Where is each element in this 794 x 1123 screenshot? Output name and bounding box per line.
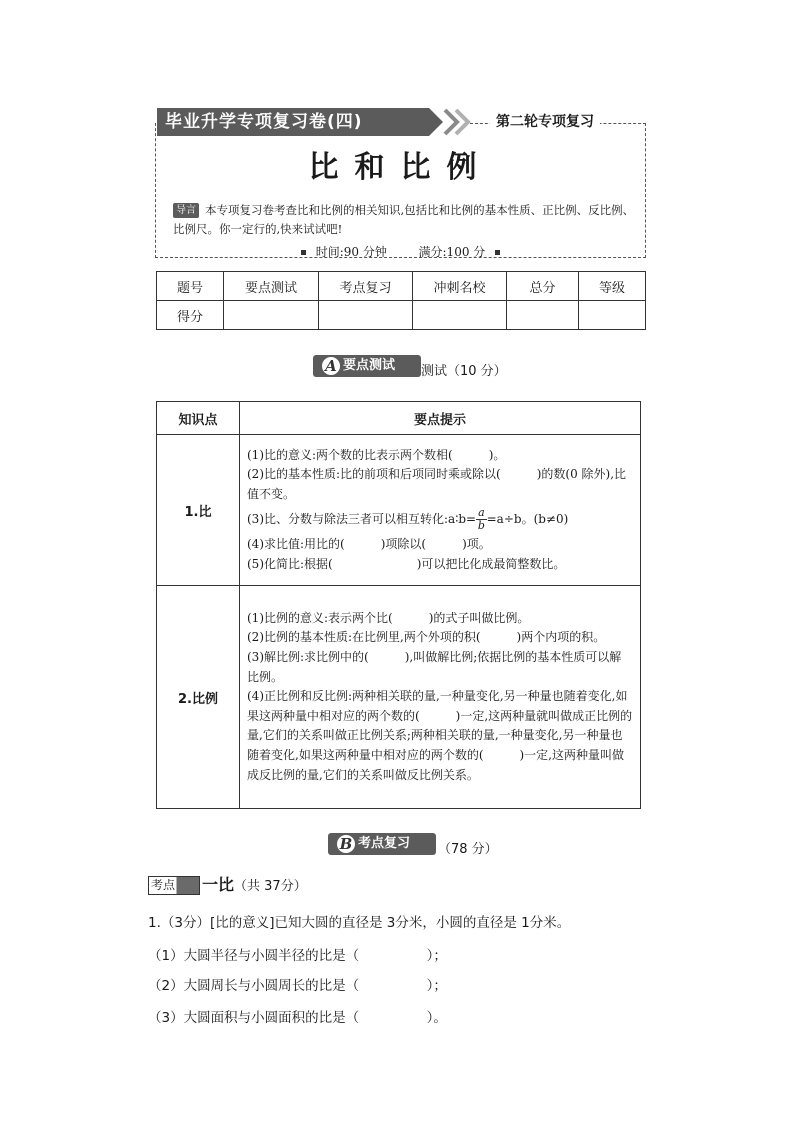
- score-cell[interactable]: [507, 301, 579, 330]
- time-score-line: [155, 243, 646, 261]
- score-table: [156, 271, 646, 330]
- table-row: [157, 301, 646, 330]
- fraction: [476, 507, 487, 532]
- section-a-points: 测试（10 分）: [421, 364, 507, 379]
- knowledge-item: (5)化简比:根据( )可以把比化成最简整数比。: [247, 556, 566, 571]
- section-a-badge: 要点测试: [313, 355, 421, 377]
- table-header-cell: 考点复习: [319, 272, 413, 301]
- table-header-cell: 等级: [579, 272, 646, 301]
- question-1-part-3: （3）大圆面积与小圆面积的比是（ ）。: [148, 1010, 447, 1026]
- table-header-cell: 知识点: [157, 402, 240, 435]
- page-title: 比和比例: [308, 150, 493, 185]
- paper-series-banner: 毕业升学专项复习卷(四): [157, 108, 429, 136]
- knowledge-item: (1)比的意义:两个数的比表示两个数相( )。: [247, 447, 506, 462]
- topic-title: [202, 875, 307, 897]
- question-1: 1.（3分）[比的意义]已知大圆的直径是 3分米，小圆的直径是 1分米。: [148, 915, 571, 931]
- knowledge-category: 2.比例: [157, 586, 240, 809]
- topic-tag: 考点: [148, 876, 200, 895]
- knowledge-item: [247, 507, 633, 532]
- knowledge-table: [156, 401, 641, 809]
- table-header-cell: 总分: [507, 272, 579, 301]
- review-stage-tag: 第二轮专项复习: [490, 112, 600, 132]
- table-row: [157, 272, 646, 301]
- question-1-part-1: （1）大圆半径与小圆半径的比是（ ）；: [148, 948, 447, 964]
- bullet-square-icon: [495, 250, 500, 255]
- knowledge-item: (4)求比值:用比的( )项除以( )项。: [247, 537, 491, 552]
- knowledge-category: 1.比: [157, 435, 240, 586]
- knowledge-points: [240, 435, 641, 586]
- score-row-label: 得分: [157, 301, 224, 330]
- guide-text: 本专项复习卷考查比和比例的相关知识,包括比和比例的基本性质、正比例、反比例、比例尺。你一定行的,快来试试吧!: [173, 203, 635, 236]
- fraction-denominator: b: [477, 519, 485, 533]
- topic-name: 一比: [202, 875, 235, 894]
- knowledge-item: (3)解比例:求比例中的( ),叫做解比例;依据比例的基本性质可以解比例。: [247, 650, 622, 684]
- score-cell[interactable]: [319, 301, 413, 330]
- bullet-square-icon: [301, 250, 306, 255]
- guide-badge: 导言: [173, 203, 199, 218]
- table-header-cell: 要点测试: [224, 272, 319, 301]
- knowledge-item: (4)正比例和反比例:两种相关联的量,一种量变化,另一种量也随着变化,如果这两种量中相对应的两个数的( )一定,这两种量就叫做成正比例的量,它们的关系叫做正比例关系;两种相关联的量,一种量变化,另一种量也随着变化,如果这两种量中相对应的两个数的( )一定,这两种量叫做成反比例的量,它们的关系叫做反比例关系。: [247, 689, 633, 782]
- knowledge-item-text: =a÷b。(b≠0): [486, 512, 569, 527]
- knowledge-item: (1)比例的意义:表示两个比( )的式子叫做比例。: [247, 610, 530, 625]
- knowledge-points: [240, 586, 641, 809]
- question-1-part-2: （2）大圆周长与小圆周长的比是（ ）；: [148, 978, 447, 994]
- section-b-badge: 考点复习: [328, 833, 436, 855]
- table-row: [157, 402, 641, 435]
- score-cell[interactable]: [224, 301, 319, 330]
- score-cell[interactable]: [413, 301, 507, 330]
- table-row: [157, 435, 641, 586]
- section-b-letter: B: [335, 833, 357, 855]
- knowledge-item-text: (3)比、分数与除法三者可以相互转化:a∶b=: [247, 512, 477, 527]
- section-b-points: （78 分）: [438, 842, 498, 857]
- full-score: 满分:100 分: [418, 245, 486, 259]
- topic-points: （共 37分）: [234, 879, 307, 894]
- table-header-cell: 题号: [157, 272, 224, 301]
- time-limit: 时间:90 分钟: [315, 245, 387, 259]
- table-row: [157, 586, 641, 809]
- knowledge-item: (2)比例的基本性质:在比例里,两个外项的积( )两个内项的积。: [247, 630, 606, 645]
- table-header-cell: 要点提示: [240, 402, 641, 435]
- table-header-cell: 冲刺名校: [413, 272, 507, 301]
- fraction-numerator: a: [478, 506, 485, 520]
- score-cell[interactable]: [579, 301, 646, 330]
- section-a-letter: A: [320, 355, 342, 377]
- knowledge-item: (2)比的基本性质:比的前项和后项同时乘或除以( )的数(0 除外),比值不变。: [247, 467, 627, 501]
